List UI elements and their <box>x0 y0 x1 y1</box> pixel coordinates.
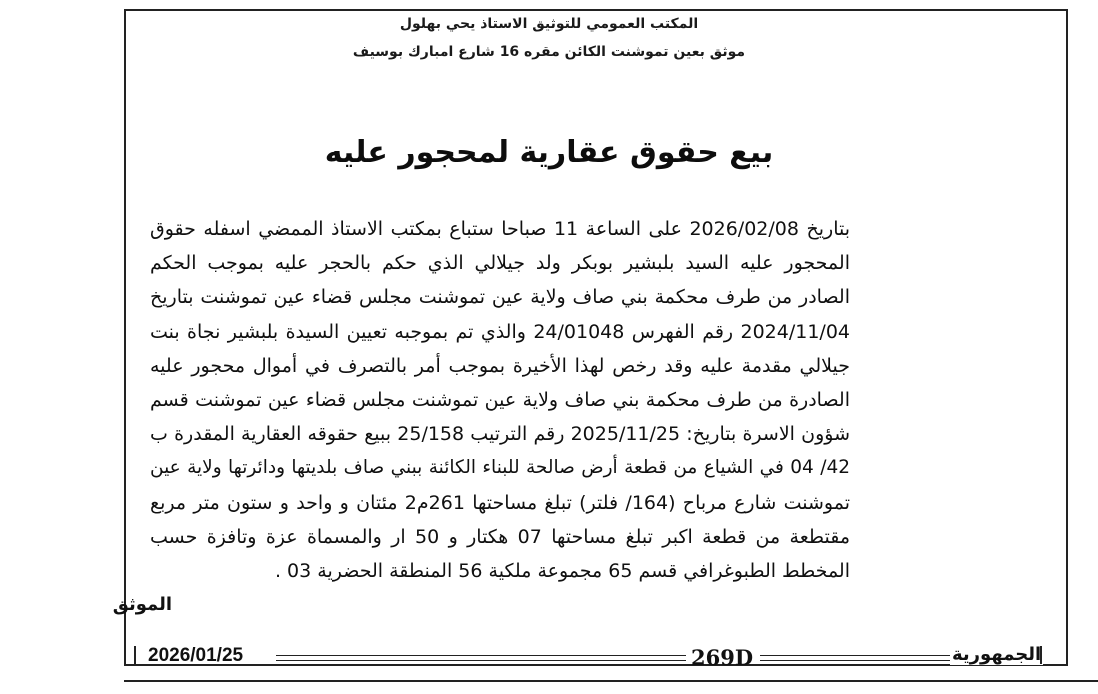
body-line: جيلالي مقدمة عليه وقد رخص لهذا الأخيرة بموجب أمر بالتصرف في أموال محجور عليه <box>150 354 850 377</box>
footer-start-mark <box>134 646 140 664</box>
page-bottom-rule <box>124 680 1098 682</box>
page-footer <box>128 644 1064 668</box>
body-line: تموشنت شارع مرباح (164/ فلتر) تبلغ مساحتها 261م2 مئتان و واحد و ستون متر مربع <box>150 491 850 514</box>
footer-end-mark <box>1040 646 1046 664</box>
body-line: 2024/11/04 رقم الفهرس 24/01048 والذي تم بموجبه تعيين السيدة بلبشير نجاة بنت <box>150 320 850 343</box>
notice-body <box>150 212 850 588</box>
notice-headline: بيع حقوق عقارية لمحجور عليه <box>324 135 774 170</box>
body-line: الصادرة من طرف محكمة بني صاف ولاية عين تموشنت مجلس قضاء عين تموشنت قسم <box>150 388 850 411</box>
body-line: المخطط الطبوغرافي قسم 65 مجموعة ملكية 56 المنطقة الحضرية 03 . <box>274 559 850 582</box>
body-line: شؤون الاسرة بتاريخ: 2025/11/25 رقم الترتيب 25/158 ببيع حقوقه العقارية المقدرة ب <box>150 423 850 446</box>
body-line: الصادر من طرف محكمة بني صاف ولاية عين تموشنت مجلس قضاء عين تموشنت بتاريخ <box>150 286 850 309</box>
footer-ad-code: 269D <box>691 645 754 670</box>
body-line: بتاريخ 2026/02/08 على الساعة 11 صباحا ستباع بمكتب الاستاذ الممضي اسفله حقوق <box>150 218 850 240</box>
body-line: مقتطعة من قطعة اكبر تبلغ مساحتها 07 هكتار و 50 ار والمسماة عزة وتافزة حسب <box>150 525 850 548</box>
newspaper-logo: الجمهورية <box>952 644 1042 665</box>
notary-signature: الموثق <box>112 594 172 615</box>
body-line: 42/ 04 في الشياع من قطعة أرض صالحة للبناء الكائنة ببني صاف بلديتها ودائرتها ولاية عين <box>150 457 850 479</box>
body-line: المحجور عليه السيد بلبشير بوبكر ولد جيلالي الذي حكم بالحجر عليه بموجب الحكم <box>150 252 850 275</box>
office-address: موثق بعين تموشنت الكائن مقره 16 شارع امبارك بوسيف <box>352 44 746 60</box>
footer-date: 2026/01/25 <box>148 645 244 666</box>
office-name: المكتب العمومي للتوثيق الاستاذ يحي بهلول <box>399 16 699 32</box>
footer-rule <box>276 655 686 661</box>
